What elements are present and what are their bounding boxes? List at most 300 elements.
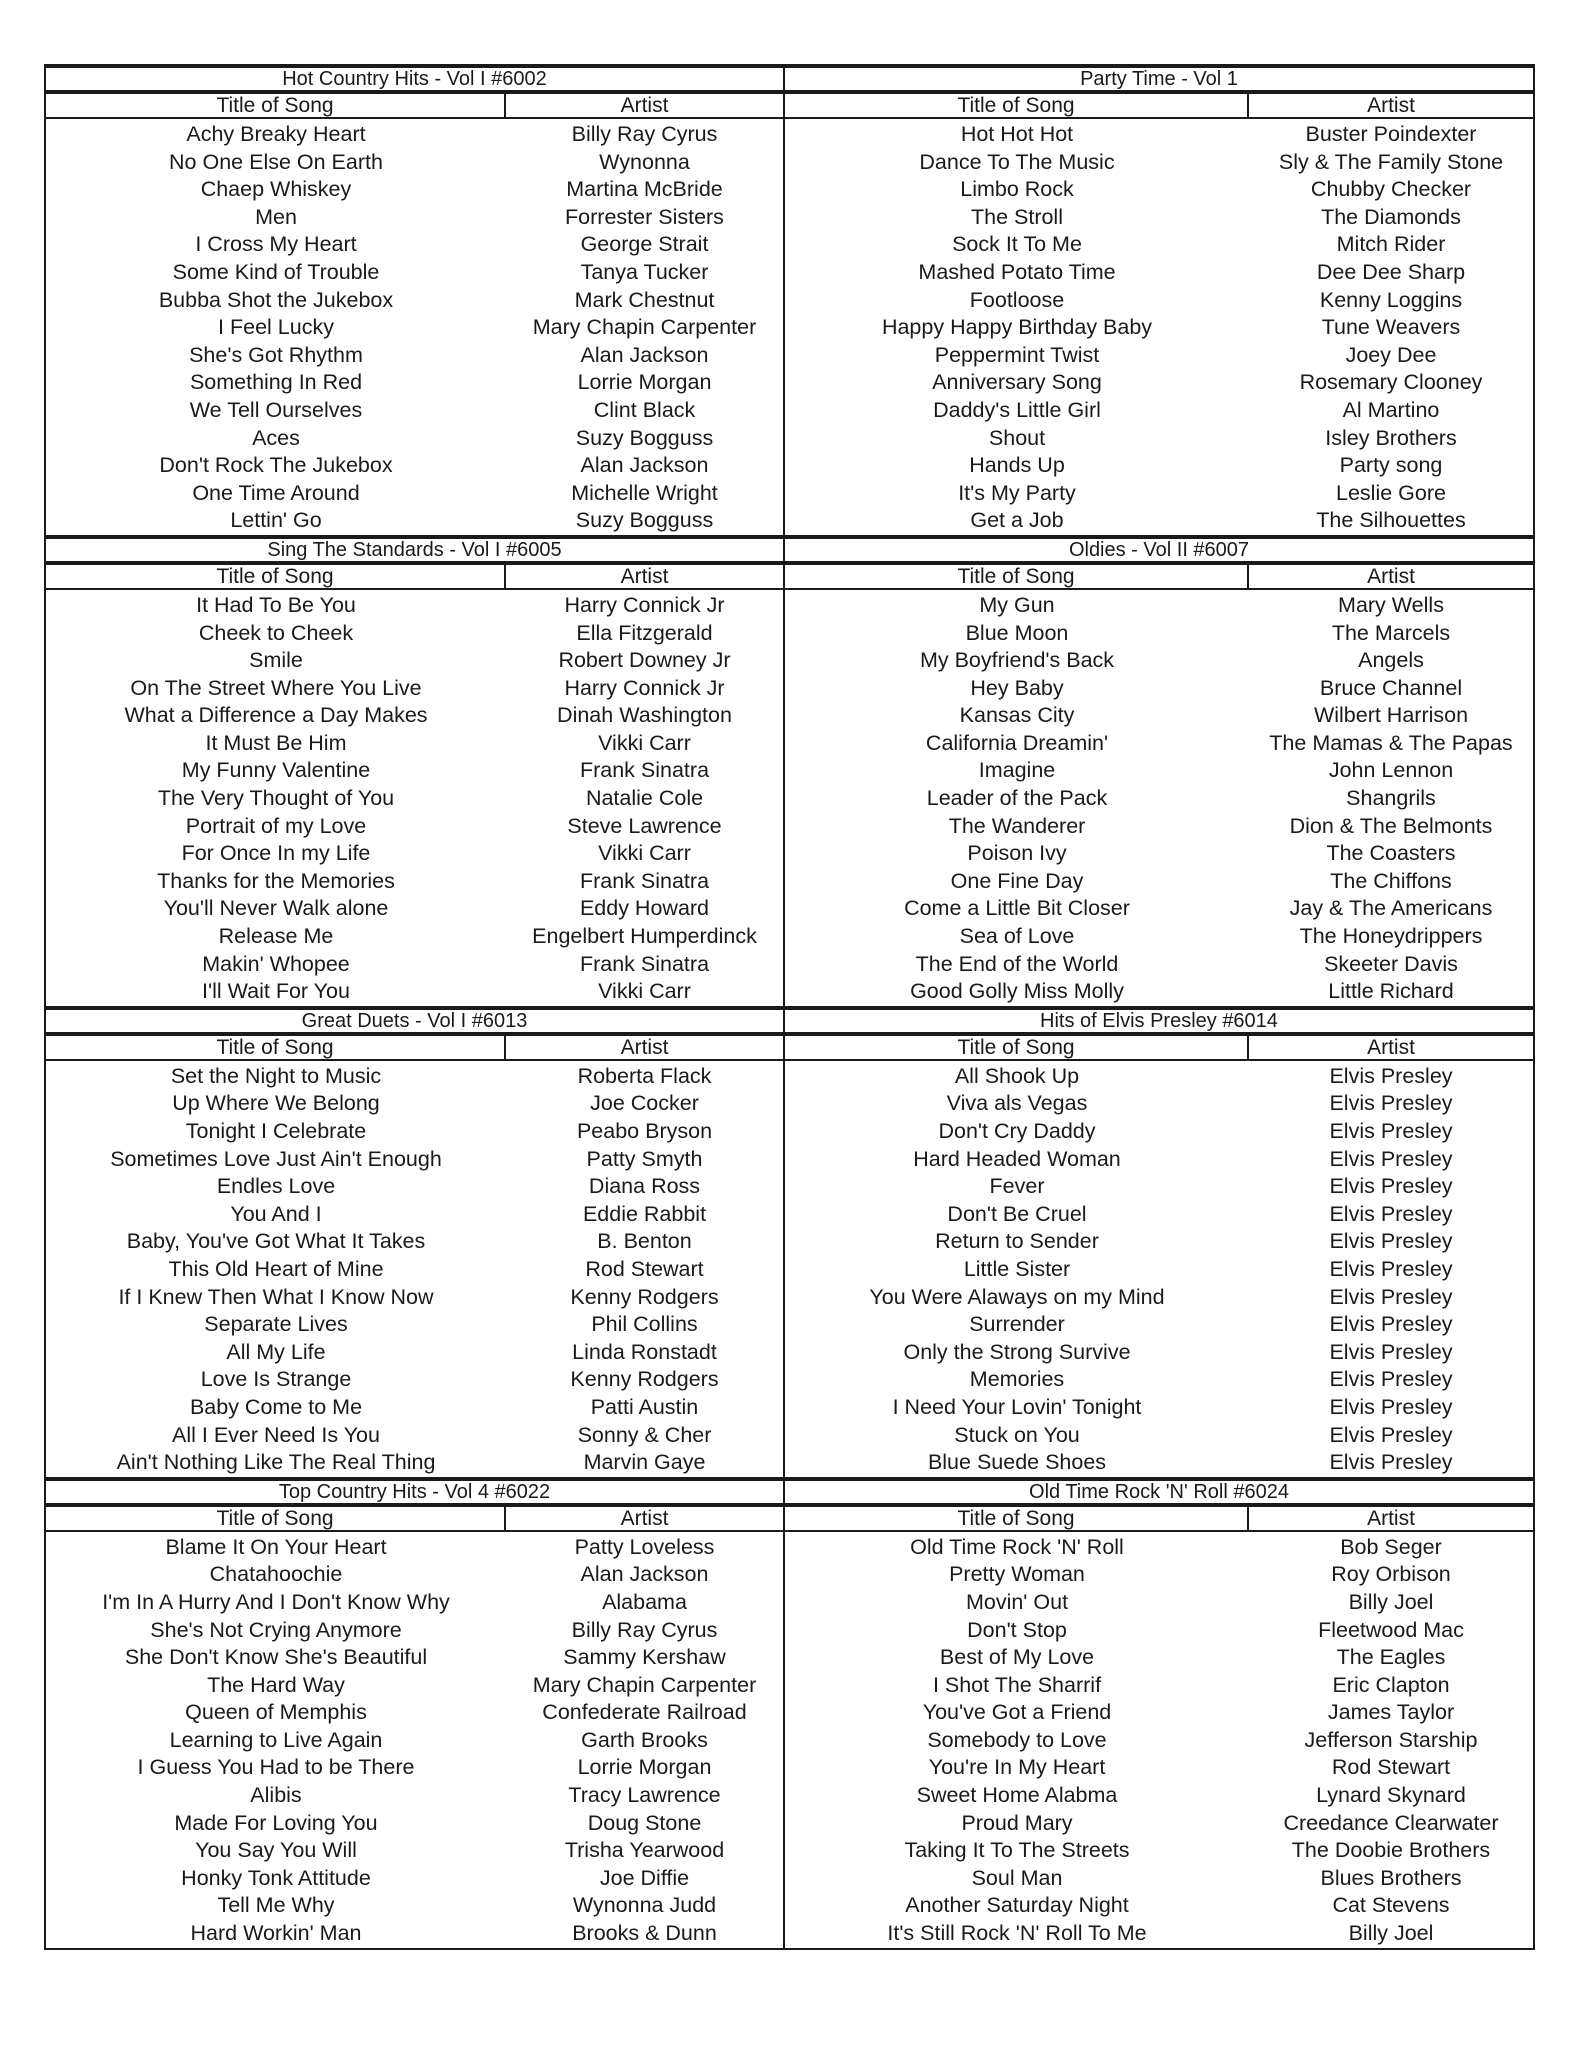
song-title: Shout <box>988 425 1046 450</box>
song-artist: Cat Stevens <box>1332 1893 1450 1918</box>
song-title: Hard Headed Woman <box>913 1146 1121 1171</box>
song-row <box>46 1810 783 1838</box>
song-artist: Wynonna <box>599 149 690 174</box>
song-artist: Lorrie Morgan <box>577 1755 712 1780</box>
song-row <box>46 951 783 979</box>
song-row <box>785 895 1533 923</box>
song-row <box>785 397 1533 425</box>
song-title: Fever <box>989 1174 1045 1199</box>
song-list <box>785 119 1533 535</box>
album-title: Old Time Rock 'N' Roll #6024 <box>785 1477 1533 1507</box>
song-title: This Old Heart of Mine <box>168 1256 384 1281</box>
song-title: Blue Moon <box>965 620 1069 645</box>
song-artist: Steve Lawrence <box>567 813 722 838</box>
song-row <box>785 1672 1533 1700</box>
song-artist: Elvis Presley <box>1329 1174 1453 1199</box>
song-artist: Sammy Kershaw <box>563 1645 726 1670</box>
song-title: For Once In my Life <box>181 841 371 866</box>
song-row <box>785 757 1533 785</box>
song-artist: Elvis Presley <box>1329 1201 1453 1226</box>
song-title: Poison Ivy <box>967 841 1067 866</box>
song-artist: Rod Stewart <box>585 1256 704 1281</box>
song-title: You'll Never Walk alone <box>163 896 389 921</box>
song-row <box>785 730 1533 758</box>
song-row <box>46 1920 783 1948</box>
song-row <box>785 342 1533 370</box>
song-artist: Fleetwood Mac <box>1318 1617 1464 1642</box>
song-title: Thanks for the Memories <box>157 868 395 893</box>
song-artist: Isley Brothers <box>1325 425 1457 450</box>
song-title: You And I <box>230 1201 322 1226</box>
song-row <box>785 259 1533 287</box>
song-artist: Linda Ronstadt <box>572 1339 717 1364</box>
song-row <box>785 1754 1533 1782</box>
song-artist: Engelbert Humperdinck <box>532 924 757 949</box>
column-header-artist: Artist <box>620 1035 669 1059</box>
song-row <box>785 1865 1533 1893</box>
album-section-7 <box>44 1477 784 1948</box>
song-row <box>785 1063 1533 1091</box>
song-row <box>46 1534 783 1562</box>
column-header-row <box>785 565 1533 590</box>
album-section-5 <box>44 1006 784 1477</box>
song-title: Separate Lives <box>204 1312 348 1337</box>
song-artist: The Coasters <box>1326 841 1456 866</box>
column-header-title: Title of Song <box>46 1507 506 1530</box>
song-artist: Harry Connick Jr <box>564 592 725 617</box>
song-title: Tell Me Why <box>217 1893 335 1918</box>
column-header-artist: Artist <box>620 94 669 117</box>
song-artist: Elvis Presley <box>1329 1339 1453 1364</box>
album-title: Hot Country Hits - Vol I #6002 <box>46 64 783 94</box>
song-artist: Wilbert Harrison <box>1313 703 1469 728</box>
song-artist: Mary Chapin Carpenter <box>532 315 757 340</box>
song-artist: Sonny & Cher <box>577 1422 712 1447</box>
song-title: We Tell Ourselves <box>189 397 363 422</box>
song-artist: Clint Black <box>593 397 696 422</box>
song-row <box>785 1366 1533 1394</box>
song-row <box>785 1339 1533 1367</box>
song-title: You've Got a Friend <box>922 1700 1112 1725</box>
song-artist: The Marcels <box>1331 620 1451 645</box>
song-artist: Garth Brooks <box>581 1727 708 1752</box>
song-title: Chaep Whiskey <box>200 177 352 202</box>
song-row <box>785 1118 1533 1146</box>
song-row <box>785 1892 1533 1920</box>
song-row <box>785 204 1533 232</box>
song-artist: Bruce Channel <box>1319 675 1463 700</box>
song-title: Peppermint Twist <box>934 342 1100 367</box>
song-list <box>785 1061 1533 1477</box>
song-artist: The Doobie Brothers <box>1291 1838 1491 1863</box>
song-title: Hard Workin' Man <box>190 1921 362 1946</box>
song-row <box>46 813 783 841</box>
song-title: Surrender <box>969 1312 1065 1337</box>
album-section-2 <box>784 64 1535 535</box>
song-row <box>46 1672 783 1700</box>
album-title: Oldies - Vol II #6007 <box>785 535 1533 565</box>
song-list <box>46 119 783 535</box>
song-title: It Must Be Him <box>205 730 347 755</box>
song-row <box>785 1422 1533 1450</box>
song-row <box>785 675 1533 703</box>
song-title: Happy Happy Birthday Baby <box>881 315 1153 340</box>
song-artist: Elvis Presley <box>1329 1119 1453 1143</box>
column-header-row <box>46 1507 783 1532</box>
song-title: I Guess You Had to be There <box>137 1755 415 1780</box>
song-title: Queen of Memphis <box>185 1700 367 1725</box>
song-artist: Ella Fitzgerald <box>576 620 713 645</box>
song-title: Honky Tonk Attitude <box>181 1865 371 1890</box>
song-artist: Forrester Sisters <box>565 204 724 229</box>
song-row <box>785 702 1533 730</box>
song-title: What a Difference a Day Makes <box>124 703 428 728</box>
song-artist: Trisha Yearwood <box>564 1838 725 1863</box>
song-artist: John Lennon <box>1328 758 1454 783</box>
song-row <box>46 1422 783 1450</box>
song-title: Blame It On Your Heart <box>165 1534 387 1559</box>
song-artist: Angels <box>1358 648 1424 673</box>
song-artist: Elvis Presley <box>1329 1146 1453 1171</box>
song-title: One Time Around <box>192 480 360 505</box>
song-artist: Harry Connick Jr <box>564 675 725 700</box>
song-title: Aces <box>252 425 300 450</box>
song-row <box>46 1617 783 1645</box>
album-title: Hits of Elvis Presley #6014 <box>785 1006 1533 1036</box>
song-row <box>46 204 783 232</box>
song-artist: The Eagles <box>1336 1645 1446 1670</box>
song-title: Viva als Vegas <box>946 1091 1088 1116</box>
song-row <box>785 647 1533 675</box>
song-artist: The Mamas & The Papas <box>1269 730 1513 755</box>
song-list <box>46 1061 783 1477</box>
song-title: You're In My Heart <box>928 1755 1106 1780</box>
song-row <box>46 176 783 204</box>
song-row <box>46 1090 783 1118</box>
song-row <box>785 1837 1533 1865</box>
song-artist: Billy Ray Cyrus <box>571 122 718 146</box>
song-artist: Rod Stewart <box>1331 1755 1451 1780</box>
song-artist: Kenny Rodgers <box>570 1367 719 1392</box>
song-title: One Fine Day <box>950 868 1084 893</box>
song-row <box>785 1534 1533 1562</box>
song-title: You Say You Will <box>195 1838 357 1863</box>
song-list <box>46 590 783 1006</box>
song-artist: Eddy Howard <box>579 896 710 921</box>
song-artist: Frank Sinatra <box>579 951 710 976</box>
song-title: Taking It To The Streets <box>904 1838 1130 1863</box>
song-artist: Buster Poindexter <box>1305 122 1477 146</box>
song-row <box>46 757 783 785</box>
column-header-artist: Artist <box>1367 564 1415 588</box>
song-artist: Eddie Rabbit <box>582 1201 707 1226</box>
album-section-1 <box>44 64 784 535</box>
album-section-6 <box>784 1006 1535 1477</box>
song-artist: Joe Diffie <box>599 1865 690 1890</box>
song-artist: Blues Brothers <box>1320 1865 1462 1890</box>
song-row <box>785 121 1533 149</box>
column-header-artist: Artist <box>1367 1506 1415 1530</box>
song-artist: Kenny Rodgers <box>570 1284 719 1309</box>
song-title: All I Ever Need Is You <box>172 1422 380 1447</box>
song-row <box>46 425 783 453</box>
song-title: Baby, You've Got What It Takes <box>126 1229 426 1254</box>
song-title: Anniversary Song <box>932 370 1102 395</box>
song-artist: Elvis Presley <box>1329 1256 1453 1281</box>
song-artist: Jay & The Americans <box>1289 896 1493 921</box>
song-title: I Feel Lucky <box>218 315 334 340</box>
song-title: I Cross My Heart <box>195 232 357 257</box>
song-row <box>785 1644 1533 1672</box>
song-row <box>46 592 783 620</box>
song-artist: Elvis Presley <box>1329 1091 1453 1116</box>
song-title: Best of My Love <box>939 1645 1095 1670</box>
song-artist: The Silhouettes <box>1316 508 1466 533</box>
song-row <box>46 342 783 370</box>
song-artist: James Taylor <box>1327 1700 1455 1725</box>
song-title: Come a Little Bit Closer <box>904 896 1130 921</box>
song-row <box>46 1311 783 1339</box>
column-header-row <box>46 565 783 590</box>
song-row <box>785 1201 1533 1229</box>
song-artist: The Chiffons <box>1330 868 1452 893</box>
song-artist: Confederate Railroad <box>542 1700 747 1725</box>
song-row <box>785 1810 1533 1838</box>
song-row <box>46 923 783 951</box>
song-row <box>46 1837 783 1865</box>
column-header-artist: Artist <box>620 1506 669 1530</box>
song-title: On The Street Where You Live <box>130 675 422 700</box>
song-row <box>785 480 1533 508</box>
song-artist: Doug Stone <box>587 1810 702 1835</box>
column-header-row <box>785 94 1533 119</box>
song-row <box>46 1228 783 1256</box>
song-title: Bubba Shot the Jukebox <box>158 287 394 312</box>
song-artist: Kenny Loggins <box>1319 287 1463 312</box>
song-row <box>785 369 1533 397</box>
song-artist: Joey Dee <box>1345 342 1437 367</box>
song-title: Sometimes Love Just Ain't Enough <box>110 1146 442 1171</box>
song-artist: Patty Smyth <box>586 1146 703 1171</box>
song-title: Good Golly Miss Molly <box>910 979 1124 1004</box>
song-row <box>785 1173 1533 1201</box>
song-row <box>46 978 783 1006</box>
song-row <box>46 1449 783 1477</box>
song-artist: Tracy Lawrence <box>568 1783 721 1808</box>
song-row <box>785 176 1533 204</box>
song-artist: Eric Clapton <box>1332 1672 1450 1697</box>
song-title: The End of the World <box>915 951 1119 976</box>
song-row <box>46 1146 783 1174</box>
song-artist: Roberta Flack <box>577 1063 712 1088</box>
song-artist: Mary Chapin Carpenter <box>532 1672 757 1697</box>
song-title: Made For Loving You <box>174 1810 378 1835</box>
song-artist: Roy Orbison <box>1331 1562 1451 1587</box>
song-row <box>785 1228 1533 1256</box>
song-artist: Bob Seger <box>1340 1534 1442 1559</box>
song-title: Movin' Out <box>965 1589 1069 1614</box>
song-title: It's My Party <box>958 480 1076 505</box>
song-artist: Little Richard <box>1328 979 1454 1004</box>
column-header-row <box>785 1507 1533 1532</box>
song-title: Leader of the Pack <box>926 786 1108 811</box>
song-title: Dance To The Music <box>919 149 1115 174</box>
song-title: Hands Up <box>969 453 1065 478</box>
song-title: Get a Job <box>970 508 1064 533</box>
song-title: Proud Mary <box>961 1810 1073 1835</box>
song-title: Limbo Rock <box>960 177 1074 202</box>
song-title: Return to Sender <box>935 1229 1099 1254</box>
song-title: Don't Stop <box>967 1617 1067 1642</box>
song-title: Old Time Rock 'N' Roll <box>910 1534 1124 1559</box>
song-row <box>46 1589 783 1617</box>
song-row <box>785 452 1533 480</box>
song-artist: Billy Ray Cyrus <box>571 1617 718 1642</box>
album-title: Sing The Standards - Vol I #6005 <box>46 535 783 565</box>
song-title: No One Else On Earth <box>169 149 383 174</box>
song-title: Memories <box>969 1367 1065 1392</box>
song-title: Tonight I Celebrate <box>185 1119 367 1143</box>
song-artist: George Strait <box>580 232 709 257</box>
song-row <box>46 675 783 703</box>
song-title: Alibis <box>250 1783 302 1808</box>
song-artist: Chubby Checker <box>1310 177 1472 202</box>
song-row <box>785 149 1533 177</box>
song-artist: Frank Sinatra <box>579 868 710 893</box>
album-title: Party Time - Vol 1 <box>785 64 1533 94</box>
song-row <box>785 1589 1533 1617</box>
song-title: Hey Baby <box>970 675 1064 700</box>
song-title: The Hard Way <box>207 1672 345 1697</box>
song-artist: Tanya Tucker <box>580 259 709 284</box>
song-row <box>785 1146 1533 1174</box>
song-row <box>46 1644 783 1672</box>
song-title: Soul Man <box>971 1865 1063 1890</box>
song-row <box>785 868 1533 896</box>
song-artist: B. Benton <box>597 1229 692 1254</box>
song-row <box>785 1256 1533 1284</box>
song-title: Release Me <box>218 924 334 949</box>
song-row <box>785 1090 1533 1118</box>
song-title: Don't Rock The Jukebox <box>159 453 393 478</box>
song-row <box>785 507 1533 535</box>
song-artist: Dinah Washington <box>557 703 732 728</box>
song-artist: Patty Loveless <box>574 1534 715 1559</box>
song-row <box>46 647 783 675</box>
song-list-sheet <box>44 64 1535 1950</box>
song-artist: Robert Downey Jr <box>558 648 731 673</box>
song-row <box>46 231 783 259</box>
song-row <box>46 895 783 923</box>
column-header-title: Title of Song <box>46 94 506 117</box>
song-title: Set the Night to Music <box>170 1063 382 1088</box>
song-row <box>46 1727 783 1755</box>
song-title: Blue Suede Shoes <box>927 1450 1107 1475</box>
album-section-4 <box>784 535 1535 1006</box>
song-row <box>785 951 1533 979</box>
song-title: Little Sister <box>963 1256 1071 1281</box>
song-title: Cheek to Cheek <box>198 620 354 645</box>
song-title: My Boyfriend's Back <box>919 648 1115 673</box>
song-title: Hot Hot Hot <box>960 122 1074 146</box>
song-row <box>785 1617 1533 1645</box>
song-row <box>46 121 783 149</box>
column-header-row <box>785 1036 1533 1061</box>
column-header-title: Title of Song <box>785 1507 1249 1530</box>
song-artist: Elvis Presley <box>1329 1450 1453 1475</box>
song-title: Pretty Woman <box>949 1562 1085 1587</box>
song-title: Some Kind of Trouble <box>172 259 380 284</box>
column-header-artist: Artist <box>620 564 669 588</box>
song-row <box>785 1311 1533 1339</box>
song-artist: The Honeydrippers <box>1299 924 1483 949</box>
song-title: Sweet Home Alabma <box>916 1783 1118 1808</box>
song-title: She's Got Rhythm <box>189 342 363 367</box>
song-artist: Elvis Presley <box>1329 1063 1453 1088</box>
song-row <box>785 840 1533 868</box>
song-title: She's Not Crying Anymore <box>150 1617 402 1642</box>
song-artist: Mary Wells <box>1338 592 1444 617</box>
song-title: The Very Thought of You <box>157 786 395 811</box>
song-row <box>46 620 783 648</box>
song-row <box>46 480 783 508</box>
song-title: Baby Come to Me <box>189 1394 363 1419</box>
song-title: Only the Strong Survive <box>903 1339 1131 1364</box>
album-title: Great Duets - Vol I #6013 <box>46 1006 783 1036</box>
song-artist: Lorrie Morgan <box>577 370 712 395</box>
song-row <box>46 149 783 177</box>
song-artist: Brooks & Dunn <box>572 1921 717 1946</box>
song-row <box>46 868 783 896</box>
song-title: Ain't Nothing Like The Real Thing <box>116 1450 436 1475</box>
song-artist: Natalie Cole <box>585 786 704 811</box>
song-row <box>46 314 783 342</box>
song-row <box>46 1754 783 1782</box>
song-title: Lettin' Go <box>230 508 322 533</box>
song-title: Kansas City <box>959 703 1075 728</box>
song-title: Something In Red <box>189 370 363 395</box>
song-artist: Al Martino <box>1342 397 1440 422</box>
song-row <box>785 785 1533 813</box>
song-row <box>46 1284 783 1312</box>
song-title: The Stroll <box>970 204 1063 229</box>
song-artist: Vikki Carr <box>598 841 691 866</box>
song-artist: The Diamonds <box>1321 204 1461 229</box>
song-row <box>46 1782 783 1810</box>
song-row <box>785 425 1533 453</box>
song-title: It Had To Be You <box>196 592 356 617</box>
song-title: I'm In A Hurry And I Don't Know Why <box>102 1589 450 1614</box>
song-artist: Rosemary Clooney <box>1299 370 1483 395</box>
song-artist: Joe Cocker <box>590 1091 699 1116</box>
song-artist: Lynard Skynard <box>1316 1783 1466 1808</box>
song-artist: Alan Jackson <box>580 342 709 367</box>
song-artist: Billy Joel <box>1348 1921 1434 1946</box>
song-artist: Alan Jackson <box>580 1562 709 1587</box>
song-title: She Don't Know She's Beautiful <box>124 1645 428 1670</box>
song-artist: Mitch Rider <box>1336 232 1446 257</box>
song-artist: Phil Collins <box>591 1312 698 1337</box>
song-row <box>785 314 1533 342</box>
album-section-3 <box>44 535 784 1006</box>
song-title: Imagine <box>978 758 1056 783</box>
song-artist: Frank Sinatra <box>579 758 710 783</box>
song-artist: Elvis Presley <box>1329 1367 1453 1392</box>
song-title: I Shot The Sharrif <box>932 1672 1102 1697</box>
song-row <box>46 1201 783 1229</box>
song-artist: Vikki Carr <box>598 730 691 755</box>
song-title: Footloose <box>969 287 1065 312</box>
